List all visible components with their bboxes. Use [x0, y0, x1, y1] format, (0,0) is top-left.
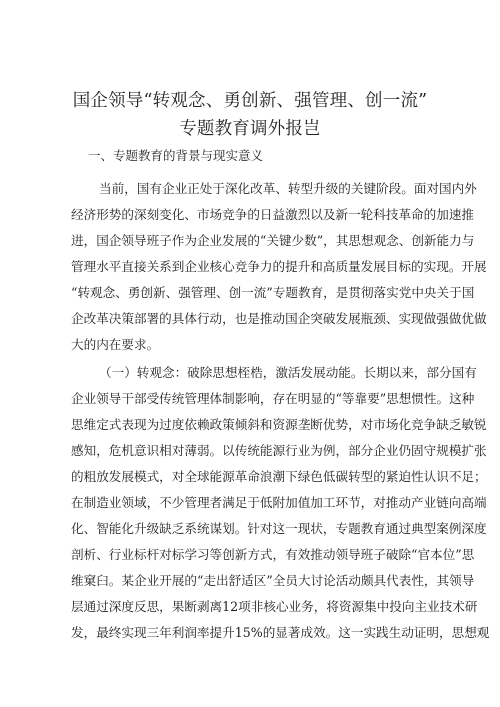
paragraph-line: 管理水平直接关系到企业核心竞争力的提升和高质量发展目标的实现。开展: [71, 259, 487, 274]
paragraph-line: 感知，危机意识相对薄弱。以传统能源行业为例，部分企业仍固守规模扩张: [71, 443, 487, 458]
paragraph-line: 大的内在要求。: [71, 337, 160, 352]
document-title-line-1: 国企领导“转观念、勇创新、强管理、创一流”: [72, 91, 428, 111]
paragraph-line: 的粗放发展模式，对全球能源革命浪潮下绿色低碳转型的紧迫性认识不足；: [71, 469, 487, 484]
paragraph-line: 在制造业领域，不少管理者满足于低附加值加工环节，对推动产业链向高端: [71, 495, 487, 510]
paragraph-line: 企业领导干部受传统管理体制影响，存在明显的“等靠要”思想惯性。这种: [71, 391, 475, 406]
paragraph-line: 当前，国有企业正处于深化改革、转型升级的关键阶段。面对国内外: [99, 181, 477, 196]
paragraph-line: 层通过深度反思，果断剥离12项非核心业务，将资源集中投向主业技术研: [71, 599, 478, 614]
paragraph-line: 思维定式表现为过度依赖政策倾斜和资源垄断优势，对市场化竞争缺乏敏锐: [71, 417, 487, 432]
paragraph-line: 维窠臼。某企业开展的“走出舒适区”全员大讨论活动颇具代表性，其领导: [71, 573, 475, 588]
paragraph-line: 进，国企领导班子作为企业发展的“关键少数”，其思想观念、创新能力与: [71, 233, 475, 248]
paragraph-line: 企改革决策部署的具体行动，也是推动国企突破发展瓶颈、实现做强做优做: [71, 311, 487, 326]
paragraph-line: 发，最终实现三年利润率提升15%的显著成效。这一实践生动证明，思想观: [71, 625, 490, 640]
section-heading: 一、专题教育的背景与现实意义: [88, 148, 264, 163]
paragraph-line: 化、智能化升级缺乏系统谋划。针对这一现状，专题教育通过典型案例深度: [71, 521, 487, 536]
document-title-line-2: 专题教育调外报岂: [179, 119, 321, 139]
paragraph-line: “转观念、勇创新、强管理、创一流”专题教育，是贯彻落实党中央关于国: [71, 285, 475, 300]
paragraph-line: 剖析、行业标杆对标学习等创新方式，有效推动领导班子破除“官本位”思: [71, 547, 475, 562]
paragraph-line: 经济形势的深刻变化、市场竞争的日益激烈以及新一轮科技革命的加速推: [71, 207, 474, 222]
paragraph-line: （一）转观念：破除思想桎梏，激活发展动能。长期以来，部分国有: [99, 365, 477, 380]
